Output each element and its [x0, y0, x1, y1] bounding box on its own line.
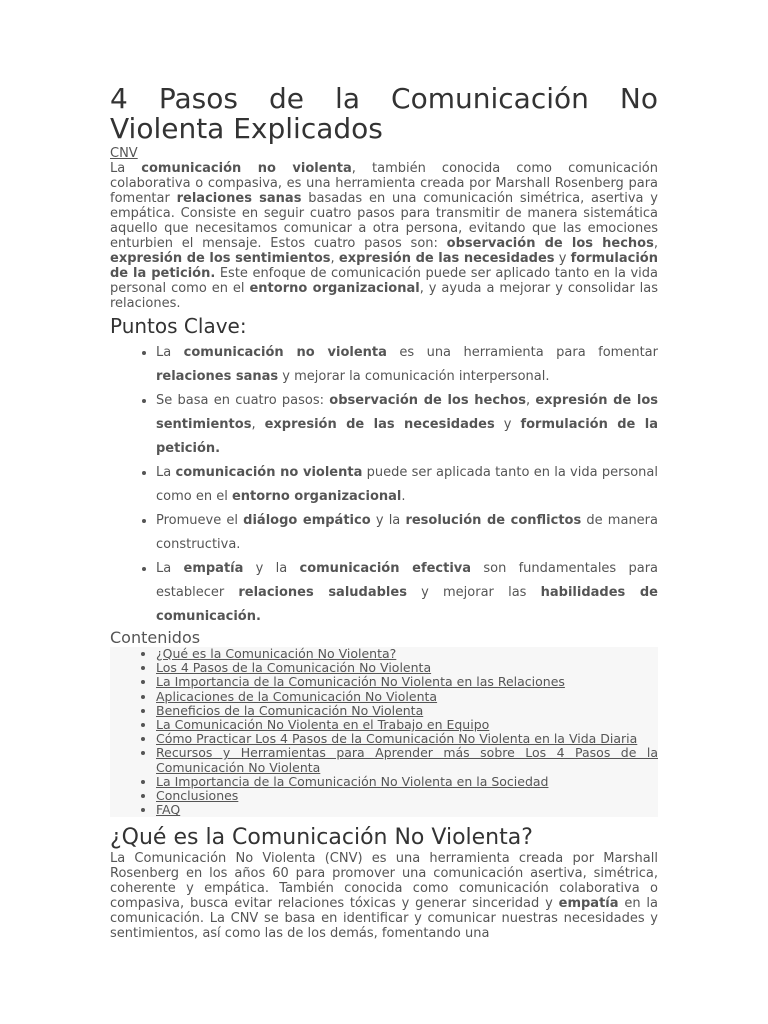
toc-link[interactable]: Conclusiones — [156, 788, 239, 804]
contents-heading: Contenidos — [110, 628, 201, 647]
tag-link[interactable]: CNV — [110, 146, 138, 161]
toc-link[interactable]: ¿Qué es la Comunicación No Violenta? — [156, 646, 397, 661]
toc-link[interactable]: La Importancia de la Comunicación No Violenta en las Relaciones — [156, 674, 565, 690]
toc-link[interactable]: Beneficios de la Comunicación No Violenta — [156, 702, 424, 718]
key-points-heading: Puntos Clave: — [110, 314, 247, 338]
list-item: • La comunicación no violenta es una herramienta para fomentar relaciones sanas y mejorar la comunicación interpersonal. — [156, 341, 658, 389]
toc-link[interactable]: Recursos y Herramientas para Aprender más sobre Los 4 Pasos de la Comunicación No Violenta — [156, 745, 658, 775]
toc-item — [156, 746, 658, 774]
toc-item — [156, 789, 658, 803]
title-line-1: 4 Pasos de la Comunicación No — [110, 82, 658, 115]
toc-item — [156, 732, 658, 746]
section-heading: ¿Qué es la Comunicación No Violenta? — [110, 825, 533, 851]
toc-list — [110, 647, 658, 817]
toc-link[interactable]: Cómo Practicar Los 4 Pasos de la Comunicación No Violenta en la Vida Diaria — [156, 731, 638, 747]
list-item: • Promueve el diálogo empático y la resolución de conflictos de manera constructiva. — [156, 509, 658, 557]
toc-item — [156, 704, 658, 718]
section-paragraph: La Comunicación No Violenta (CNV) es una herramienta creada por Marshall Rosenberg en los años 60 para promover una comunicación asertiva, simétrica, coherente y empática. También conocida como comunicación colaborativa o compasiva, busca evitar relaciones tóxicas y generar sinceridad y empatía en la comunicación. La CNV se basa en identificar y comunicar nuestras necesidades y sentimientos, así como las de los demás, fomentando una — [110, 851, 658, 942]
toc-item — [156, 718, 658, 732]
list-item: • La empatía y la comunicación efectiva son fundamentales para establecer relaciones saludables y mejorar las habilidades de comunicación. — [156, 557, 658, 629]
toc-link[interactable]: FAQ — [156, 802, 181, 818]
toc-link[interactable]: La Comunicación No Violenta en el Trabajo en Equipo — [156, 717, 490, 733]
page-title — [110, 84, 658, 144]
intro-paragraph: La comunicación no violenta, también conocida como comunicación colaborativa o compasiva, es una herramienta creada por Marshall Rosenberg para fomentar relaciones sanas basadas en una comunicación simétrica, asertiva y empática. Consiste en seguir cuatro pasos para transmitir de manera sistemática aquello que necesitamos comunicar a otra persona, evitando que las emociones enturbien el mensaje. Estos cuatro pasos son: observación de los hechos, expresión de los sentimientos, expresión de las necesidades y formulación de la petición. Este enfoque de comunicación puede ser aplicado tanto en la vida personal como en el entorno organizacional, y ayuda a mejorar y consolidar las relaciones. — [110, 161, 659, 311]
key-points-list — [110, 341, 658, 629]
toc-link[interactable]: Los 4 Pasos de la Comunicación No Violenta — [156, 660, 432, 676]
toc-item — [156, 803, 658, 817]
toc-item — [156, 647, 658, 661]
toc-link[interactable]: Aplicaciones de la Comunicación No Violenta — [156, 688, 438, 704]
list-item: • La comunicación no violenta puede ser aplicada tanto en la vida personal como en el entorno organizacional. — [156, 461, 658, 509]
toc-item — [156, 690, 658, 704]
title-line-2: Violenta Explicados — [110, 112, 383, 145]
document-page — [110, 84, 658, 941]
list-item: • Se basa en cuatro pasos: observación de los hechos, expresión de los sentimientos, expresión de las necesidades y formulación de la petición. — [156, 389, 658, 461]
table-of-contents — [110, 647, 658, 817]
toc-link[interactable]: La Importancia de la Comunicación No Violenta en la Sociedad — [156, 773, 549, 789]
toc-item — [156, 775, 658, 789]
toc-item — [156, 661, 658, 675]
toc-item — [156, 675, 658, 689]
